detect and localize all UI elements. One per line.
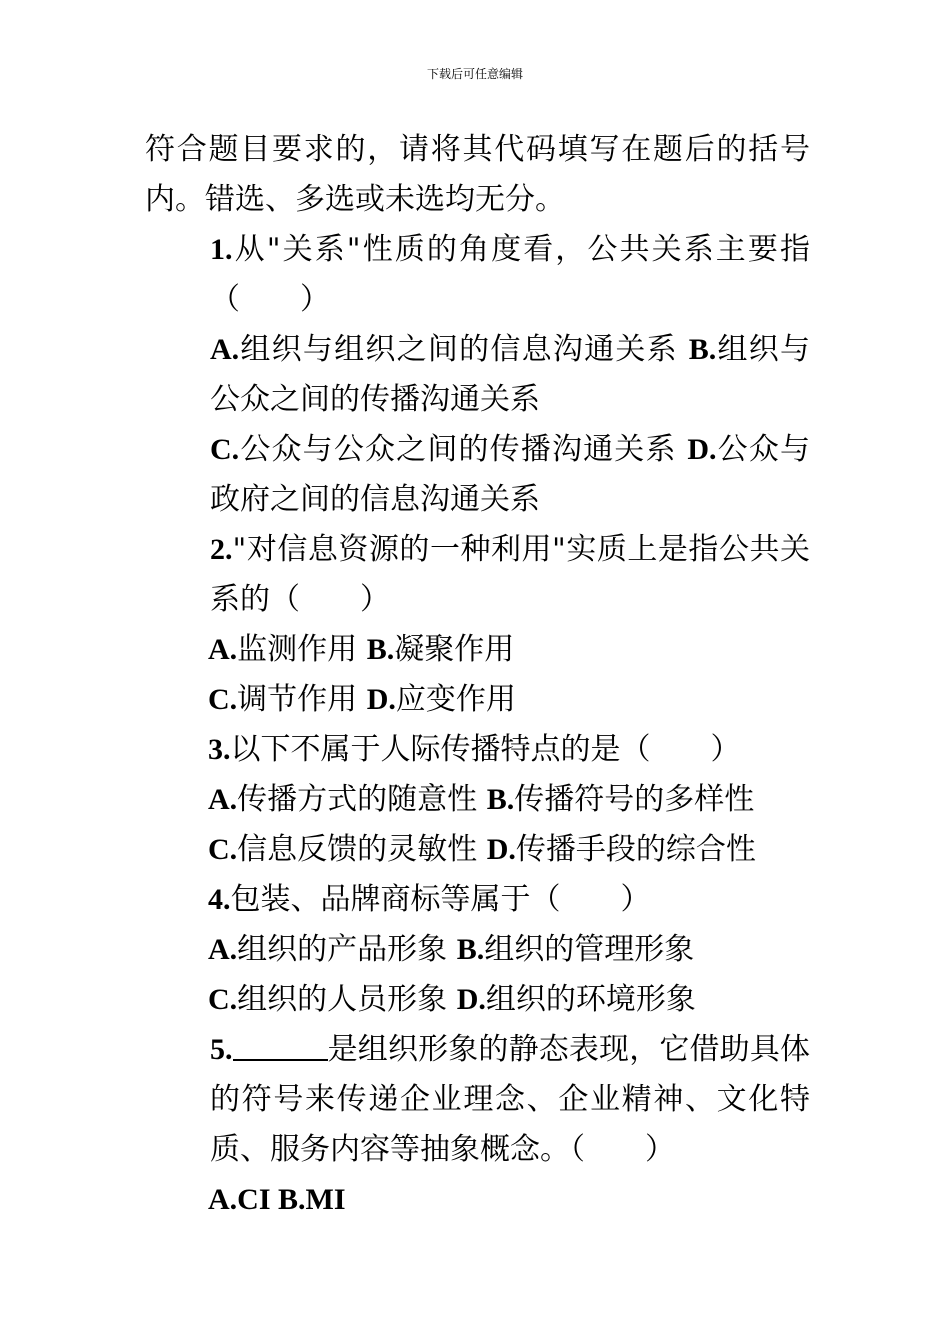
question-1: [145, 225, 810, 325]
question-stem: "对信息资源的一种利用"实质上是指公共关系的（ ）: [210, 532, 810, 617]
option-text-b: MI: [305, 1183, 346, 1216]
question-5-options-ab: [145, 1175, 810, 1225]
question-stem: 从"关系"性质的角度看，公共关系主要指（ ）: [210, 232, 810, 317]
option-letter-c: C.: [208, 683, 238, 716]
option-text-d: 传播手段的综合性: [515, 832, 756, 867]
option-text-a: CI: [237, 1183, 279, 1216]
option-letter-a: A.: [208, 933, 238, 966]
question-stem: 包装、品牌商标等属于（ ）: [230, 882, 651, 917]
option-text-c: 信息反馈的灵敏性: [237, 832, 487, 867]
option-text-c: 公众与公众之间的传播沟通关系: [239, 432, 688, 467]
intro-paragraph: 符合题目要求的，请将其代码填写在题后的括号内。错选、多选或未选均无分。: [145, 132, 810, 217]
option-text-c: 组织的人员形象: [237, 982, 457, 1017]
option-letter-a: A.: [208, 783, 238, 816]
option-letter-d: D.: [456, 983, 486, 1016]
question-1-options-ab: [145, 325, 810, 425]
question-3-options-ab: [145, 775, 810, 825]
option-text-d: 公众与政府之间的信息沟通关系: [210, 432, 810, 517]
option-letter-c: C.: [208, 983, 238, 1016]
option-letter-b: B.: [366, 633, 395, 666]
option-letter-d: D.: [486, 833, 516, 866]
option-letter-a: A.: [208, 1183, 238, 1216]
question-3: [145, 725, 810, 775]
option-letter-d: D.: [687, 433, 717, 466]
fill-in-blank: [233, 1025, 328, 1061]
option-text-d: 应变作用: [395, 682, 516, 717]
option-letter-c: C.: [208, 833, 238, 866]
option-letter-b: B.: [486, 783, 515, 816]
question-3-options-cd: [145, 825, 810, 875]
question-stem: 以下不属于人际传播特点的是（ ）: [230, 732, 741, 767]
document-body: [145, 125, 810, 1225]
option-letter-c: C.: [210, 433, 240, 466]
option-text-a: 组织与组织之间的信息沟通关系: [239, 332, 689, 367]
question-2: [145, 525, 810, 625]
option-text-b: 凝聚作用: [394, 632, 515, 667]
option-letter-a: A.: [210, 333, 240, 366]
option-text-a: 监测作用: [237, 632, 367, 667]
option-text-a: 传播方式的随意性: [237, 782, 487, 817]
option-letter-b: B.: [456, 933, 485, 966]
question-1-options-cd: [145, 425, 810, 525]
option-letter-d: D.: [366, 683, 396, 716]
question-4-options-cd: [145, 975, 810, 1025]
question-number: 2.: [210, 533, 233, 566]
option-text-b: 传播符号的多样性: [514, 782, 755, 817]
question-2-options-cd: [145, 675, 810, 725]
question-number: 1.: [210, 233, 233, 266]
page-header: 下载后可任意编辑: [426, 67, 523, 81]
question-4: [145, 875, 810, 925]
question-number: 4.: [208, 883, 231, 916]
option-text-b: 组织与公众之间的传播沟通关系: [210, 332, 811, 417]
option-text-c: 调节作用: [237, 682, 367, 717]
option-letter-b: B.: [688, 333, 717, 366]
question-stem: 是组织形象的静态表现，它借助具体的符号来传递企业理念、企业精神、文化特质、服务内容等抽象概念。（ ）: [210, 1032, 810, 1167]
option-letter-b: B.: [278, 1183, 306, 1216]
question-5: [145, 1025, 810, 1175]
option-text-a: 组织的产品形象: [237, 932, 457, 967]
option-letter-a: A.: [208, 633, 238, 666]
option-text-b: 组织的管理形象: [484, 932, 695, 967]
question-number: 5.: [210, 1033, 233, 1066]
question-2-options-ab: [145, 625, 810, 675]
option-text-d: 组织的环境形象: [485, 982, 696, 1017]
question-4-options-ab: [145, 925, 810, 975]
question-number: 3.: [208, 733, 231, 766]
